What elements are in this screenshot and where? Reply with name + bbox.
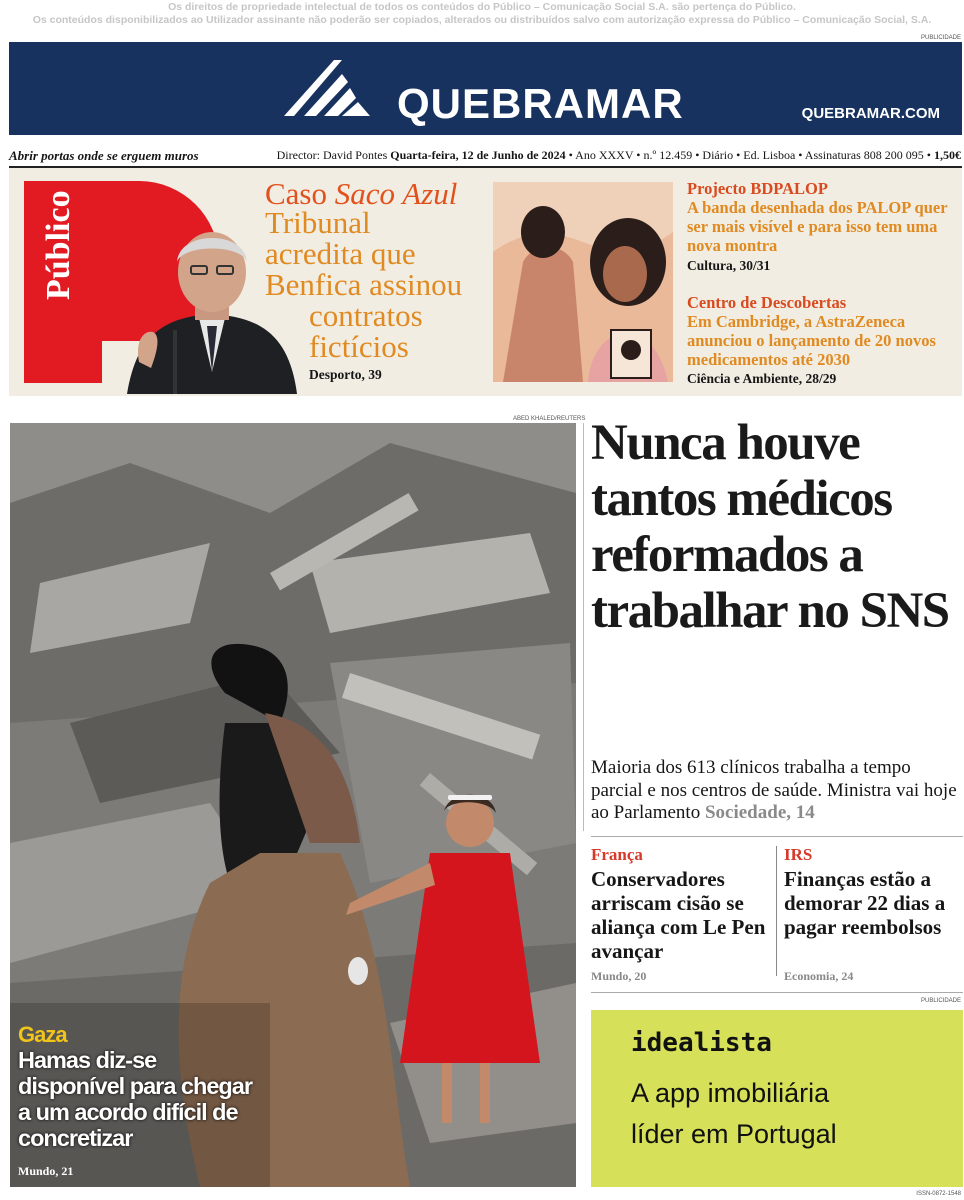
lead-headline[interactable]: Nunca houve tantos médicos reformados a trabalhar no SNS bbox=[591, 415, 949, 639]
descobertas-kicker: Centro de Descobertas bbox=[687, 293, 847, 312]
lead-sub-text: Maioria dos 613 clínicos trabalha a tempo parcial e nos centros de saúde. Ministra vai hoje ao Parlamento bbox=[591, 757, 957, 823]
gaza-kicker: Gaza bbox=[18, 1022, 67, 1047]
saco-line: contratos bbox=[309, 298, 423, 333]
issue-details: • Ano XXXV • n.º 12.459 • Diário • Ed. Lisboa • Assinaturas 808 200 095 • bbox=[568, 148, 931, 162]
slogan: Abrir portas onde se erguem muros bbox=[9, 148, 199, 163]
director: Director: David Pontes bbox=[276, 148, 388, 162]
quebramar-ad[interactable] bbox=[9, 42, 962, 135]
comic-illustration[interactable] bbox=[493, 182, 673, 382]
quebramar-logo-icon bbox=[284, 56, 376, 120]
price: 1,50€ bbox=[934, 148, 961, 162]
saco-headline[interactable] bbox=[265, 207, 485, 362]
brief-france-headline[interactable]: Conservadores arriscam cisão se aliança com Le Pen avançar bbox=[591, 867, 766, 963]
descobertas-section: Ciência e Ambiente, 28/29 bbox=[687, 371, 837, 386]
saco-kicker-a: Caso bbox=[265, 176, 327, 211]
edition-info bbox=[277, 148, 961, 163]
brief-france-section: Mundo, 20 bbox=[591, 969, 647, 983]
saco-section: Desporto, 39 bbox=[309, 367, 382, 382]
idealista-ad[interactable] bbox=[591, 1010, 963, 1187]
ad-label: PUBLICIDADE bbox=[920, 35, 961, 41]
photo-credit: ABED KHALED/REUTERS bbox=[513, 416, 586, 422]
divider bbox=[583, 423, 584, 831]
ad-label: PUBLICIDADE bbox=[920, 998, 961, 1004]
ad2-line1: A app imobiliária bbox=[631, 1078, 830, 1108]
copyright-line-1: Os direitos de propriedade intelectual de todos os conteúdos do Público – Comunicação Social S.A. são pertença do Público. bbox=[168, 1, 796, 13]
issue-date: Quarta-feira, 12 de Junho de 2024 bbox=[390, 148, 566, 162]
gaza-headline[interactable]: Hamas diz-se disponível para chegar a um acordo difícil de concretizar bbox=[18, 1047, 252, 1151]
publico-logo-text: Público bbox=[40, 190, 77, 300]
lead-subheadline bbox=[591, 757, 963, 825]
divider bbox=[591, 836, 963, 837]
gaza-section: Mundo, 21 bbox=[18, 1164, 74, 1178]
bdpalop-headline[interactable]: A banda desenhada dos PALOP quer ser mais visível e para isso tem uma nova montra bbox=[687, 198, 948, 255]
brief-france-kicker: França bbox=[591, 845, 643, 864]
ad-brand-name: QUEBRAMAR bbox=[397, 80, 684, 127]
saco-line: fictícios bbox=[309, 329, 409, 364]
ad2-brand: idealista bbox=[631, 1028, 772, 1058]
descobertas-headline[interactable]: Em Cambridge, a AstraZeneca anunciou o lançamento de 20 novos medicamentos até 2030 bbox=[687, 312, 936, 369]
saco-line: Benfica assinou bbox=[265, 267, 463, 302]
divider bbox=[591, 992, 963, 993]
brief-irs-section: Economia, 24 bbox=[784, 969, 854, 983]
saco-line: acredita que bbox=[265, 236, 416, 271]
column-divider bbox=[776, 846, 777, 976]
ad2-line2: líder em Portugal bbox=[631, 1119, 837, 1149]
issn: ISSN-0872-1548 bbox=[916, 1191, 961, 1197]
bdpalop-section: Cultura, 30/31 bbox=[687, 258, 771, 273]
brief-irs-headline[interactable]: Finanças estão a demorar 22 dias a pagar reembolsos bbox=[784, 867, 946, 939]
ad-url[interactable]: QUEBRAMAR.COM bbox=[801, 105, 940, 122]
saco-kicker-b: Saco Azul bbox=[334, 176, 458, 211]
copyright-line-2: Os conteúdos disponibilizados ao Utilizador assinante não poderão ser copiados, alterados ou distribuídos salvo com autorização expressa do Público – Comunicação Social, S.A. bbox=[32, 14, 932, 26]
brief-irs-kicker: IRS bbox=[784, 845, 813, 864]
saco-line: Tribunal bbox=[265, 205, 371, 240]
lead-section: Sociedade, 14 bbox=[704, 802, 815, 823]
bdpalop-kicker: Projecto BDPALOP bbox=[687, 179, 828, 198]
